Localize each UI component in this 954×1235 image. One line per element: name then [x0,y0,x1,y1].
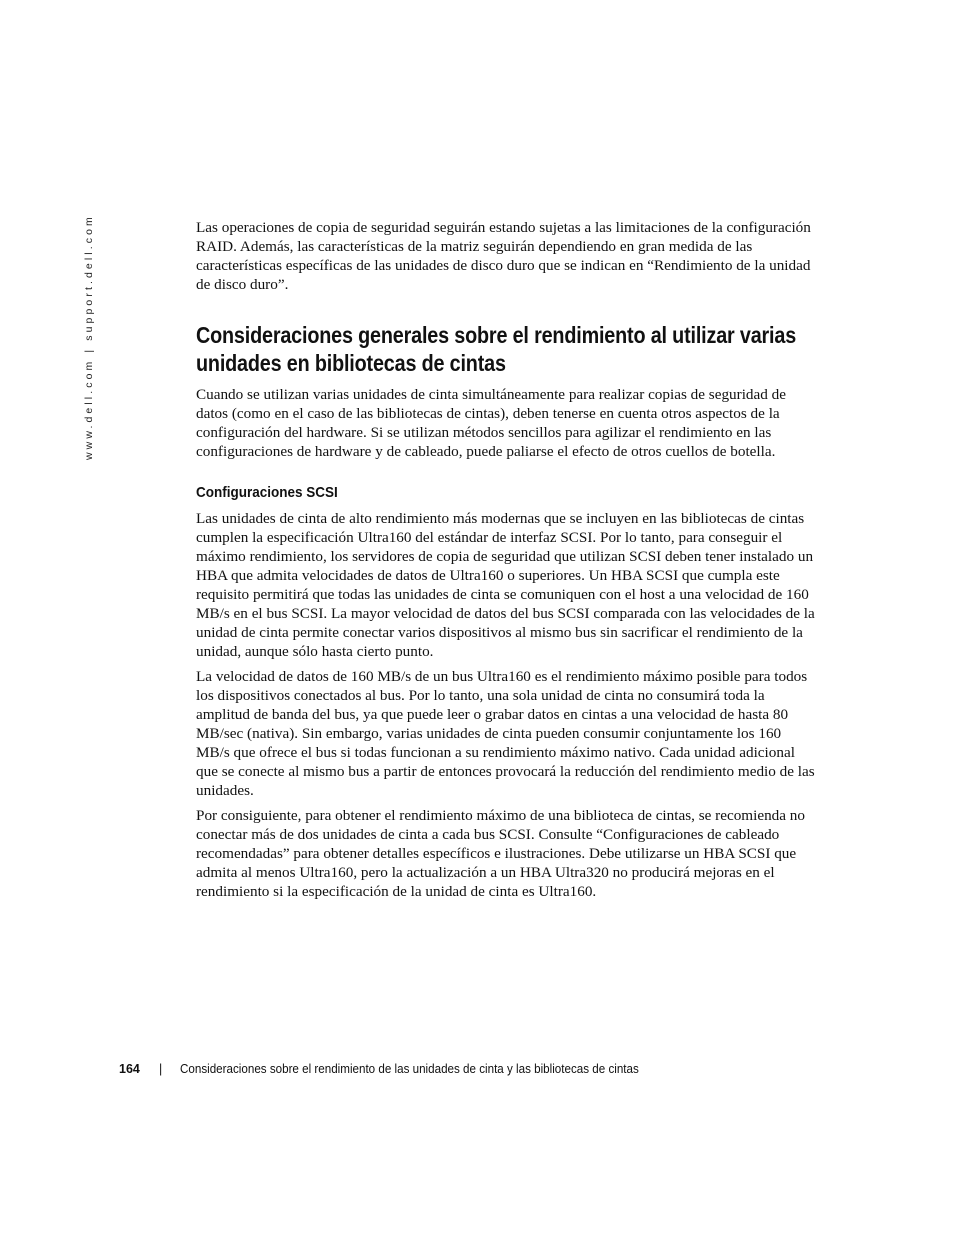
intro-paragraph: Las operaciones de copia de seguridad seguirán estando sujetas a las limitaciones de la configuración RAID. Además, las características de la matriz seguirán dependiendo en gran medida de las características específicas de las unidades de disco duro que se indican en “Rendimiento de la unidad de disco duro”. [196,219,811,293]
footer-title: Consideraciones sobre el rendimiento de las unidades de cinta y las bibliotecas de cintas [180,1062,639,1076]
page-number: 164 [119,1062,140,1076]
scsi-paragraph-3: Por consiguiente, para obtener el rendimiento máximo de una biblioteca de cintas, se recomienda no conectar más de dos unidades de cinta a cada bus SCSI. Consulte “Configuraciones de cableado recomendadas” para obtener detalles específicos e ilustraciones. Debe utilizarse un HBA SCSI que admita al menos Ultra160, pero la actualización a un HBA Ultra320 no producirá mejoras en el rendimiento si la especificación de la unidad de cinta es Ultra160. [196,807,805,900]
section-paragraph: Cuando se utilizan varias unidades de cinta simultáneamente para realizar copias de seguridad de datos (como en el caso de las bibliotecas de cintas), deben tenerse en cuenta otros aspectos de la configuración del hardware. Si se utilizan métodos sencillos para agilizar el rendimiento en las configuraciones de hardware y de cableado, puede paliarse el efecto de otros cuellos de botella. [196,386,786,460]
footer-separator: | [159,1062,163,1076]
section-heading: Consideraciones generales sobre el rendimiento al utilizar varias unidades en bibliotecas de cintas [196,322,797,376]
page-content [196,218,818,907]
scsi-paragraph-1: Las unidades de cinta de alto rendimiento más modernas que se incluyen en las bibliotecas de cintas cumplen la especificación Ultra160 del estándar de interfaz SCSI. Por lo tanto, para conseguir el máximo rendimiento, los servidores de copia de seguridad que utilizan SCSI deben tener instalado un HBA que admita velocidades de datos de Ultra160 o superiores. Un HBA SCSI que cumpla este requisito permitirá que todas las unidades de cinta se comuniquen con el host a una velocidad de 160 MB/s en el bus SCSI. La mayor velocidad de datos del bus SCSI comparada con las velocidades de la unidad de cinta permite conectar varios dispositivos al mismo bus sin sacrificar el rendimiento de la unidad, aunque sólo hasta cierto punto. [196,510,815,660]
subsection-heading: Configuraciones SCSI [196,484,338,501]
side-url-text: www.dell.com | support.dell.com [83,214,95,460]
scsi-paragraph-2: La velocidad de datos de 160 MB/s de un bus Ultra160 es el rendimiento máximo posible para todos los dispositivos conectados al bus. Por lo tanto, una sola unidad de cinta no consumirá toda la amplitud de banda del bus, ya que puede leer o grabar datos en cintas a una velocidad de hasta 80 MB/sec (nativa). Sin embargo, varias unidades de cinta pueden consumir conjuntamente los 160 MB/s que ofrece el bus si todas funcionan a su rendimiento máximo nativo. Cada unidad adicional que se conecte al mismo bus a partir de entonces provocará la reducción del rendimiento medio de las unidades. [196,668,815,799]
